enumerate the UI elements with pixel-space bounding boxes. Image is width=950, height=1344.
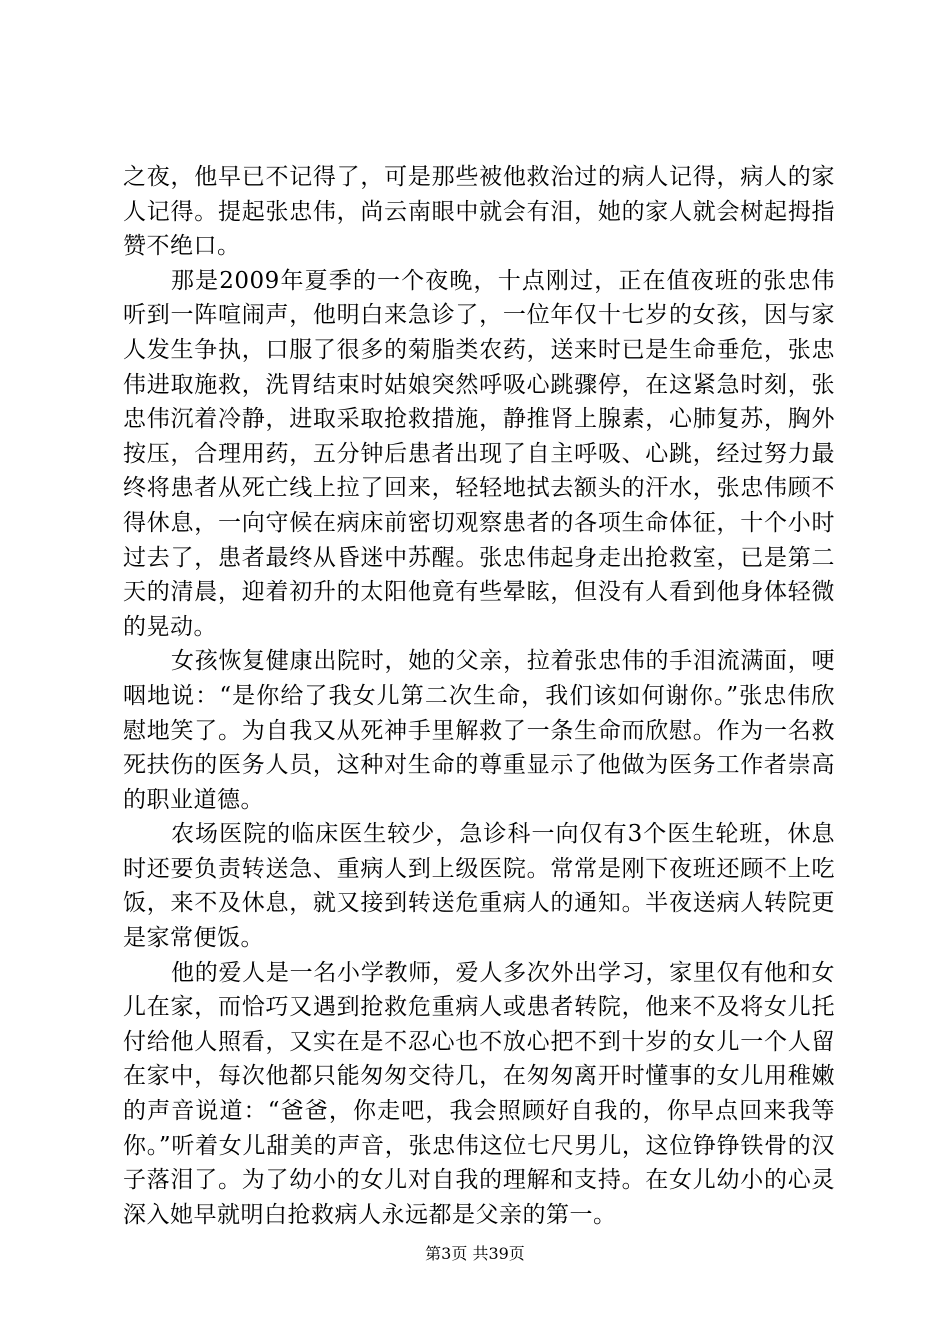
paragraph-1: 之夜，他早已不记得了，可是那些被他救治过的病人记得，病人的家人记得。提起张忠伟，尚云南眼中就会有泪，她的家人就会树起拇指赞不绝口。 bbox=[123, 164, 835, 260]
page-footer: 第3页 共39页 bbox=[425, 1244, 525, 1263]
document-body bbox=[123, 160, 835, 1232]
paragraph-2: 那是2009年夏季的一个夜晚，十点刚过，正在值夜班的张忠伟听到一阵喧闹声，他明白来急诊了，一位年仅十七岁的女孩，因与家人发生争执，口服了很多的菊脂类农药，送来时已是生命垂危，张忠伟进取施救，洗胃结束时姑娘突然呼吸心跳骤停，在这紧急时刻，张忠伟沉着冷静，进取采取抢救措施，静推肾上腺素，心肺复苏，胸外按压，合理用药，五分钟后患者出现了自主呼吸、心跳，经过努力最终将患者从死亡线上拉了回来，轻轻地拭去额头的汗水，张忠伟顾不得休息，一向守候在病床前密切观察患者的各项生命体征，十个小时过去了，患者最终从昏迷中苏醒。张忠伟起身走出抢救室，已是第二天的清晨，迎着初升的太阳他竟有些晕眩，但没有人看到他身体轻微的晃动。 bbox=[123, 267, 835, 640]
paragraph-3: 女孩恢复健康出院时，她的父亲，拉着张忠伟的手泪流满面，哽咽地说：“是你给了我女儿第二次生命，我们该如何谢你。”张忠伟欣慰地笑了。为自我又从死神手里解救了一条生命而欣慰。作为一名救死扶伤的医务人员，这种对生命的尊重显示了他做为医务工作者崇高的职业道德。 bbox=[123, 648, 835, 813]
paragraph-4: 农场医院的临床医生较少，急诊科一向仅有3个医生轮班，休息时还要负责转送急、重病人到上级医院。常常是刚下夜班还顾不上吃饭，来不及休息，就又接到转送危重病人的通知。半夜送病人转院更是家常便饭。 bbox=[123, 821, 835, 952]
paragraph-5: 他的爱人是一名小学教师，爱人多次外出学习，家里仅有他和女儿在家，而恰巧又遇到抢救危重病人或患者转院，他来不及将女儿托付给他人照看，又实在是不忍心也不放心把不到十岁的女儿一个人留在家中，每次他都只能匆匆交待几，在匆匆离开时懂事的女儿用稚嫩的声音说道：“爸爸，你走吧，我会照顾好自我的，你早点回来我等你。”听着女儿甜美的声音，张忠伟这位七尺男儿，这位铮铮铁骨的汉子落泪了。为了幼小的女儿对自我的理解和支持。在女儿幼小的心灵深入她早就明白抢救病人永远都是父亲的第一。 bbox=[123, 959, 835, 1228]
